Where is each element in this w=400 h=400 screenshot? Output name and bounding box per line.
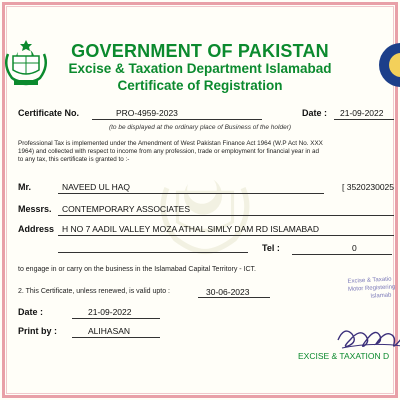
footer-date-value: 21-09-2022 [88,307,132,317]
cnic-value: [ 3520230025 [342,182,394,192]
print-by-value: ALIHASAN [88,326,131,336]
validity-line [198,297,270,298]
tel-value: 0 [352,243,357,253]
address-line-2 [58,252,248,253]
engage-text: to engage in or carry on the business in the Islamabad Capital Territory - ICT. [18,266,256,273]
certificate-no-line [92,119,262,120]
preamble-line-2: 1964) and collected with respect to income from any profession, trade or employment for financial year in ad [18,148,320,155]
address-label: Address [18,224,55,234]
display-note: (to be displayed at the ordinary place of Business of the holder) [108,124,292,131]
preamble-line-1: Professional Tax is implemented under the Amendment of West Pakistan Finance Act 1964 (W.P Act No. XXX [18,140,323,147]
stamp-line-2: Motor Registering [347,284,396,293]
government-title: GOVERNMENT OF PAKISTAN [71,41,329,61]
office-name: EXCISE & TAXATION D [298,351,390,361]
date-value: 21-09-2022 [340,108,384,118]
print-by-label: Print by : [18,326,58,336]
footer-date-line [72,318,160,319]
tel-label: Tel : [262,243,280,253]
certificate-no-value: PRO-4959-2023 [116,108,178,118]
footer-date-label: Date : [18,307,44,317]
stamp-line-1: Excise & Taxatio [347,276,392,285]
official-stamp [347,274,400,302]
stamp-line-3: Islamab [370,292,392,300]
certificate-title: Certificate of Registration [117,78,283,93]
date-line [334,119,394,120]
validity-value: 30-06-2023 [206,287,250,297]
mr-line [58,193,324,194]
address-line [58,235,394,236]
certificate-no-label: Certificate No. [18,108,80,118]
department-title: Excise & Taxation Department Islamabad [68,61,332,76]
tel-line [292,254,392,255]
date-label: Date : [302,108,328,118]
address-value: H NO 7 AADIL VALLEY MOZA ATHAL SIMLY DAM RD ISLAMABAD [62,224,319,234]
preamble-line-3: to any tax, this certificate is granted to :- [18,156,130,163]
validity-text: 2. This Certificate, unless renewed, is valid upto : [18,288,171,295]
mr-value: NAVEED UL HAQ [62,182,131,192]
messrs-label: Messrs. [18,204,52,214]
messrs-line [58,215,394,216]
mr-label: Mr. [18,182,32,192]
messrs-value: CONTEMPORARY ASSOCIATES [62,204,191,214]
print-by-line [72,337,160,338]
